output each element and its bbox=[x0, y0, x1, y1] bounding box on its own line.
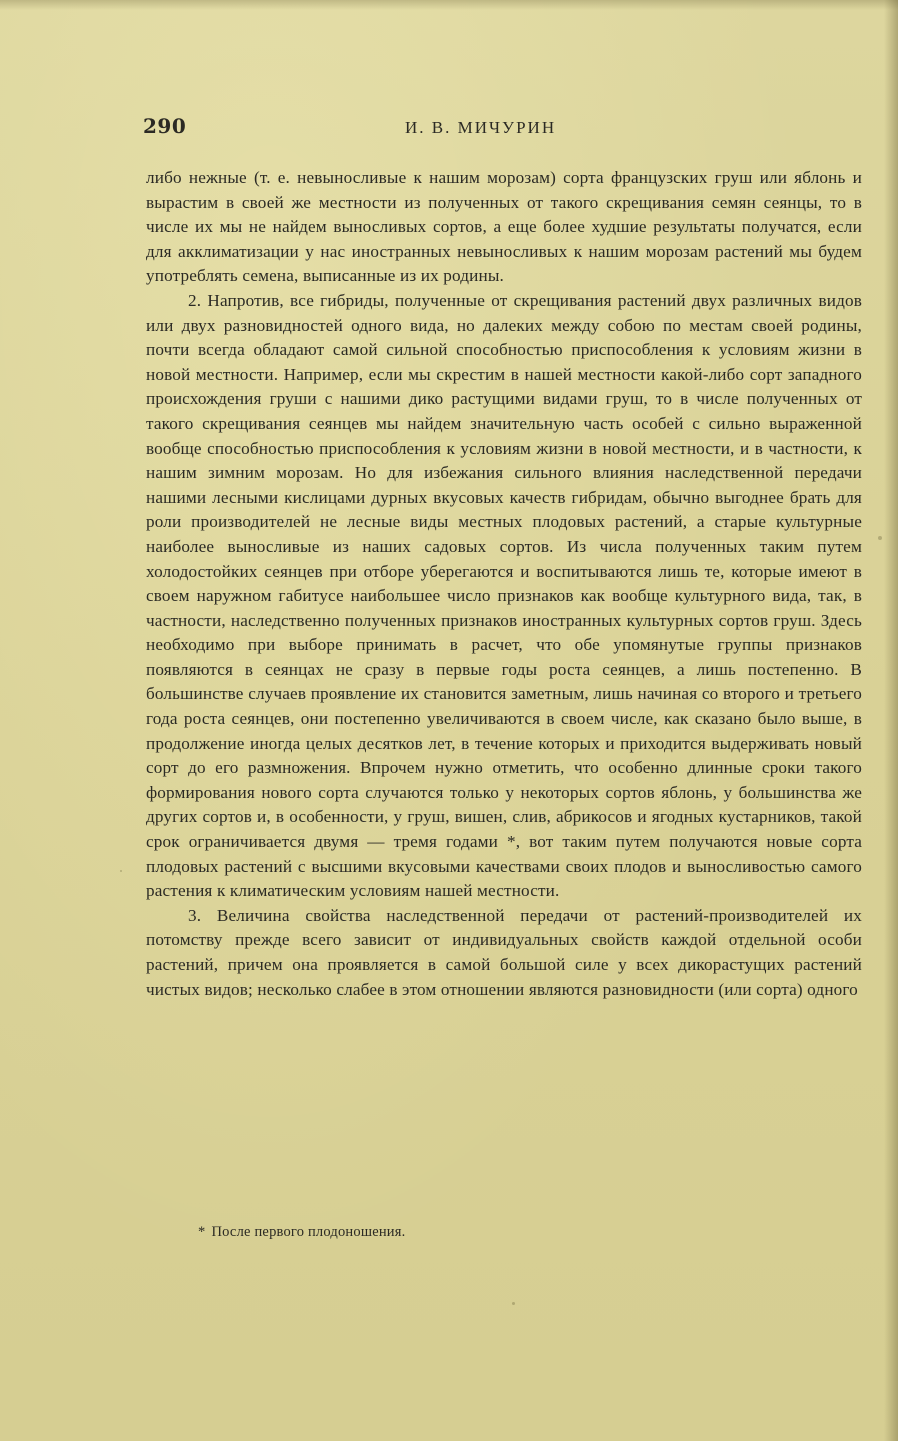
paper-speck bbox=[512, 1302, 515, 1305]
body-text bbox=[146, 166, 862, 1002]
page-right-shadow bbox=[884, 0, 898, 1441]
paper-speck bbox=[878, 536, 882, 540]
footnote bbox=[198, 1224, 405, 1241]
paragraph-2: 2. Напротив, все гибриды, полученные от скрещивания растений двух различных видов или двух разновидностей одного вида, но далеких между собою по местам своей родины, почти всегда обладают самой сильной способностью приспособления к условиям жизни в новой местности. Например, если мы скрестим в нашей местности какой-либо сорт западного происхождения груши с нашими дико растущими видами груш, то в числе полученных от такого скрещивания сеянцев мы найдем значительную часть особей с сильно выраженной вообще способностью приспособления к условиям жизни в новой местности, и в частности, к нашим зимним морозам. Но для избежания сильного влияния наследственной передачи нашими лесными кислицами дурных вкусовых качеств гибридам, обычно выгоднее брать для роли производителей не лесные виды местных плодовых растений, а старые культурные наиболее выносливые из наших садовых сортов. Из числа полученных таким путем холодостойких сеянцев при отборе уберегаются и воспитываются лишь те, которые имеют в своем наружном габитусе наибольшее число признаков как вообще культурного вида, так, в частности, наследственно полученных признаков иностранных культурных сортов груш. Здесь необходимо при выборе принимать в расчет, что обе упомянутые группы признаков появляются в сеянцах не сразу в первые годы роста сеянцев, а лишь постепенно. В большинстве случаев проявление их становится заметным, лишь начиная со второго и третьего года роста сеянцев, они постепенно увеличиваются в своем числе, как сказано было выше, в продолжение иногда целых десятков лет, в течение которых и приходится выдерживать новый сорт до его размножения. Впрочем нужно отметить, что особенно длинные сроки такого формирования нового сорта случаются только у некоторых сортов яблонь, у большинства же других сортов и, в особенности, у груш, вишен, слив, абрикосов и ягодных кустарников, такой срок ограничивается двумя — тремя годами *, вот таким путем получаются новые сорта плодовых растений с высшими вкусовыми качествами своих плодов и выносливостью самого растения к климатическим условиям нашей местности. bbox=[146, 290, 862, 901]
footnote-text: После первого плодоношения. bbox=[211, 1224, 406, 1240]
paragraph-continued: либо нежные (т. е. невыносливые к нашим морозам) сорта французских груш или яблонь и вырастим в своей же местности из полученных от такого скрещивания семян сеянцы, то в числе их мы не найдем выносливых сортов, а еще более худшие результаты получатся, если для акклиматизации у нас иностранных невыносливых к нашим морозам растений мы будем употреблять семена, выписанные из их родины. bbox=[146, 168, 862, 286]
paragraph-3: 3. Величина свойства наследственной передачи от растений-производителей их потомству прежде всего зависит от индивидуальных свойств каждой отдельной особи растений, причем она проявляется в самой большой силе у всех дикорастущих растений чистых видов; несколько слабее в этом отношении являются разновидности (или сорта) одного bbox=[146, 905, 862, 999]
running-head: И. В. МИЧУРИН bbox=[405, 118, 557, 137]
page-header bbox=[143, 114, 863, 144]
page-number: 290 bbox=[143, 114, 187, 138]
footnote-mark: * bbox=[198, 1224, 206, 1240]
page-top-shadow bbox=[0, 0, 898, 10]
paper-speck bbox=[120, 870, 122, 872]
